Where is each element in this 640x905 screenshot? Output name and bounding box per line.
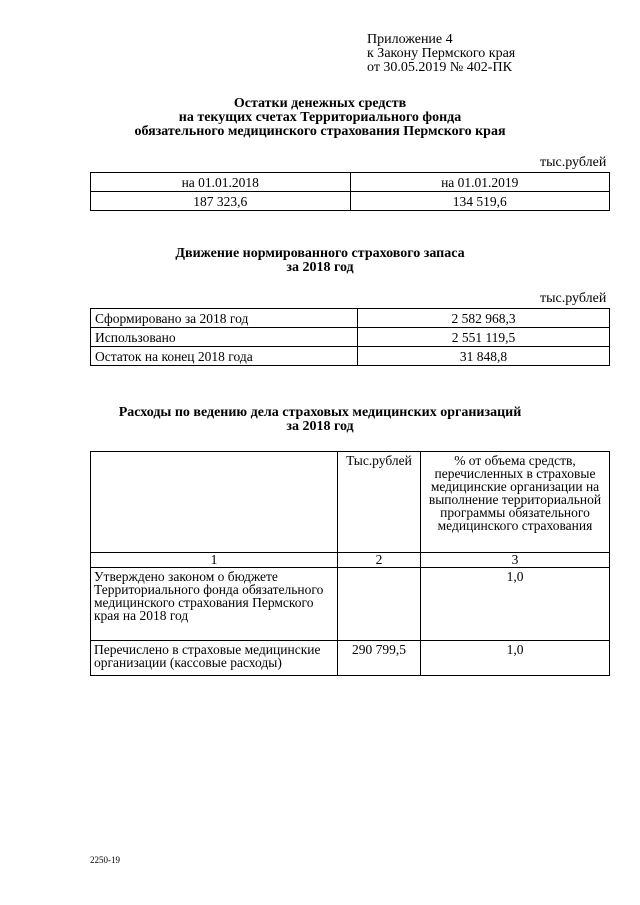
- header-cell: Тыс.рублей: [338, 452, 421, 553]
- row-label: Использовано: [91, 328, 358, 347]
- table-row: [91, 347, 610, 366]
- section1-unit: тыс.рублей: [540, 155, 607, 170]
- row-label: Остаток на конец 2018 года: [91, 347, 358, 366]
- table-row: [91, 328, 610, 347]
- reserve-table: [90, 308, 610, 366]
- table-row: [91, 568, 610, 641]
- row-value: 2 582 968,3: [358, 309, 610, 328]
- column-number: 3: [421, 553, 610, 568]
- column-number: 1: [91, 553, 338, 568]
- row-percent: 1,0: [421, 641, 610, 676]
- row-label: Сформировано за 2018 год: [91, 309, 358, 328]
- appendix-law: к Закону Пермского края: [367, 46, 516, 61]
- header-cell: на 01.01.2019: [350, 173, 610, 192]
- section2-title-line2: за 2018 год: [286, 260, 354, 275]
- section3-title: [0, 406, 640, 434]
- header-cell: % от объема средств, перечисленных в страховые медицинские организации на выполнение территориальной программы обязательного медицинского страхования: [421, 452, 610, 553]
- row-value: 31 848,8: [358, 347, 610, 366]
- section2-title-line1: Движение нормированного страхового запаса: [175, 246, 465, 261]
- section2-unit: тыс.рублей: [540, 291, 607, 306]
- row-label: Утверждено законом о бюджете Территориального фонда обязательного медицинского страхования Пермского края на 2018 год: [91, 568, 338, 641]
- row-amount: [338, 568, 421, 641]
- section3-title-line2: за 2018 год: [286, 419, 354, 434]
- section1-title-line3: обязательного медицинского страхования Пермского края: [134, 124, 506, 139]
- balances-table: [90, 172, 610, 211]
- table-header-row: [91, 173, 610, 192]
- header-cell: [91, 452, 338, 553]
- appendix-header: [367, 33, 515, 75]
- section1-title: [0, 97, 640, 139]
- section3-title-line1: Расходы по ведению дела страховых медицинских организаций: [118, 405, 522, 420]
- section1-title-line2: на текущих счетах Территориального фонда: [178, 110, 462, 125]
- row-amount: 290 799,5: [338, 641, 421, 676]
- table-header-row: [91, 452, 610, 553]
- column-number: 2: [338, 553, 421, 568]
- row-value: 2 551 119,5: [358, 328, 610, 347]
- value-cell: 134 519,6: [350, 192, 610, 211]
- table-row: [91, 641, 610, 676]
- row-percent: 1,0: [421, 568, 610, 641]
- section1-title-line1: Остатки денежных средств: [233, 96, 407, 111]
- section2-title: [0, 247, 640, 275]
- expenses-table: [90, 451, 610, 676]
- document-code: 2250-19: [90, 855, 120, 865]
- table-row: [91, 309, 610, 328]
- appendix-number: Приложение 4: [367, 32, 453, 47]
- value-cell: 187 323,6: [91, 192, 351, 211]
- row-label: Перечислено в страховые медицинские организации (кассовые расходы): [91, 641, 338, 676]
- header-cell: на 01.01.2018: [91, 173, 351, 192]
- column-number-row: [91, 553, 610, 568]
- appendix-date: от 30.05.2019 № 402-ПК: [367, 60, 512, 75]
- table-row: [91, 192, 610, 211]
